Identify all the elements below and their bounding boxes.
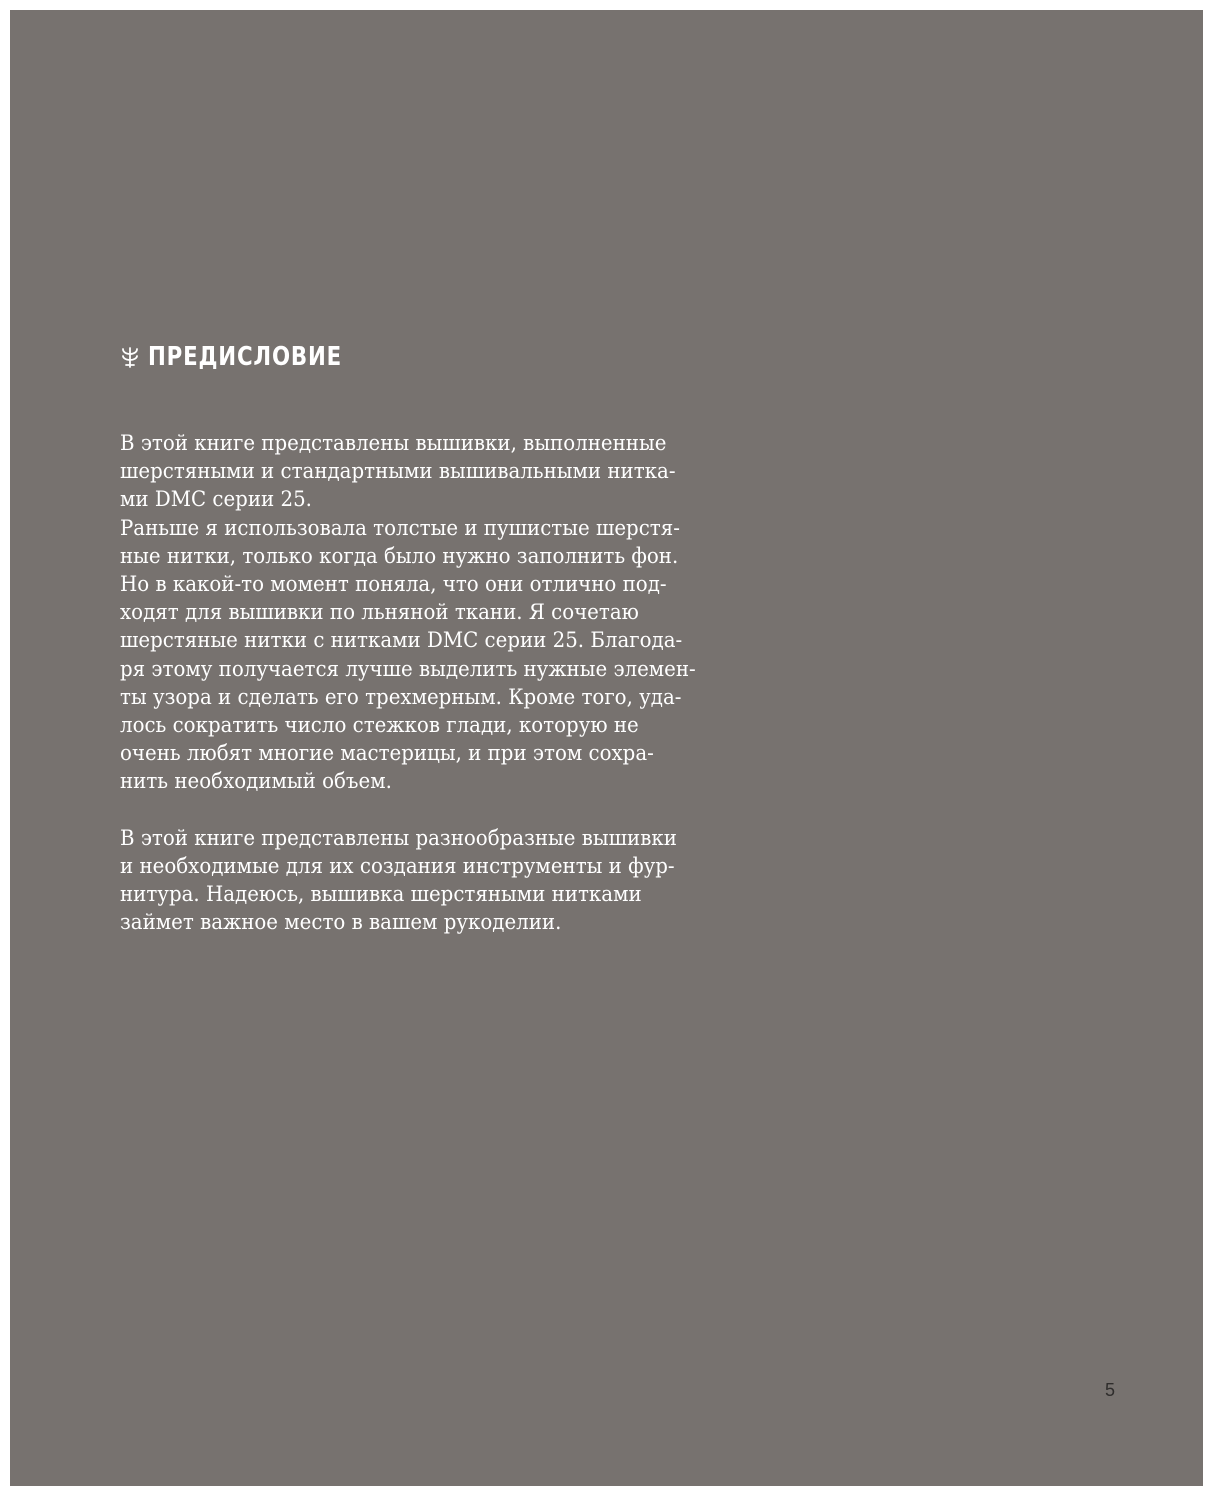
section-title: ПРЕДИСЛОВИЕ: [148, 342, 343, 372]
text-line: очень любят многие мастерицы, и при этом сохра-: [120, 741, 654, 767]
text-line: ные нитки, только когда было нужно заполнить фон.: [120, 543, 679, 569]
text-line: займет важное место в вашем рукоделии.: [120, 910, 562, 936]
text-line: лось сократить число стежков глади, которую не: [120, 713, 639, 739]
book-page: [10, 10, 1203, 1486]
text-line: ря этому получается лучше выделить нужные элемен-: [120, 656, 696, 682]
text-line: шерстяными и стандартными вышивальными нитка-: [120, 459, 676, 485]
page-number: 5: [1105, 1380, 1116, 1400]
paragraph: [120, 825, 720, 938]
text-line: Раньше я использовала толстые и пушистые шерстя-: [120, 515, 680, 541]
text-line: В этой книге представлены вышивки, выполненные: [120, 431, 667, 456]
text-line: Но в какой-то момент поняла, что они отлично под-: [120, 572, 667, 598]
body-text: [120, 430, 720, 938]
text-line: В этой книге представлены разнообразные вышивки: [120, 825, 677, 851]
text-line: ходят для вышивки по льняной ткани. Я сочетаю: [120, 600, 639, 626]
text-line: нитура. Надеюсь, вышивка шерстяными нитками: [120, 882, 642, 908]
text-line: нить необходимый объем.: [120, 769, 392, 795]
paragraph: [120, 515, 720, 797]
section-heading: [120, 342, 385, 372]
text-line: шерстяные нитки с нитками DMC серии 25. Благода-: [120, 628, 683, 654]
paragraph: [120, 430, 720, 515]
text-line: ми DMC серии 25.: [120, 487, 312, 513]
sprig-icon: [120, 345, 140, 369]
paragraph-gap: [120, 797, 720, 825]
text-line: ты узора и сделать его трехмерным. Кроме того, уда-: [120, 684, 682, 710]
text-line: и необходимые для их создания инструменты и фур-: [120, 854, 675, 880]
